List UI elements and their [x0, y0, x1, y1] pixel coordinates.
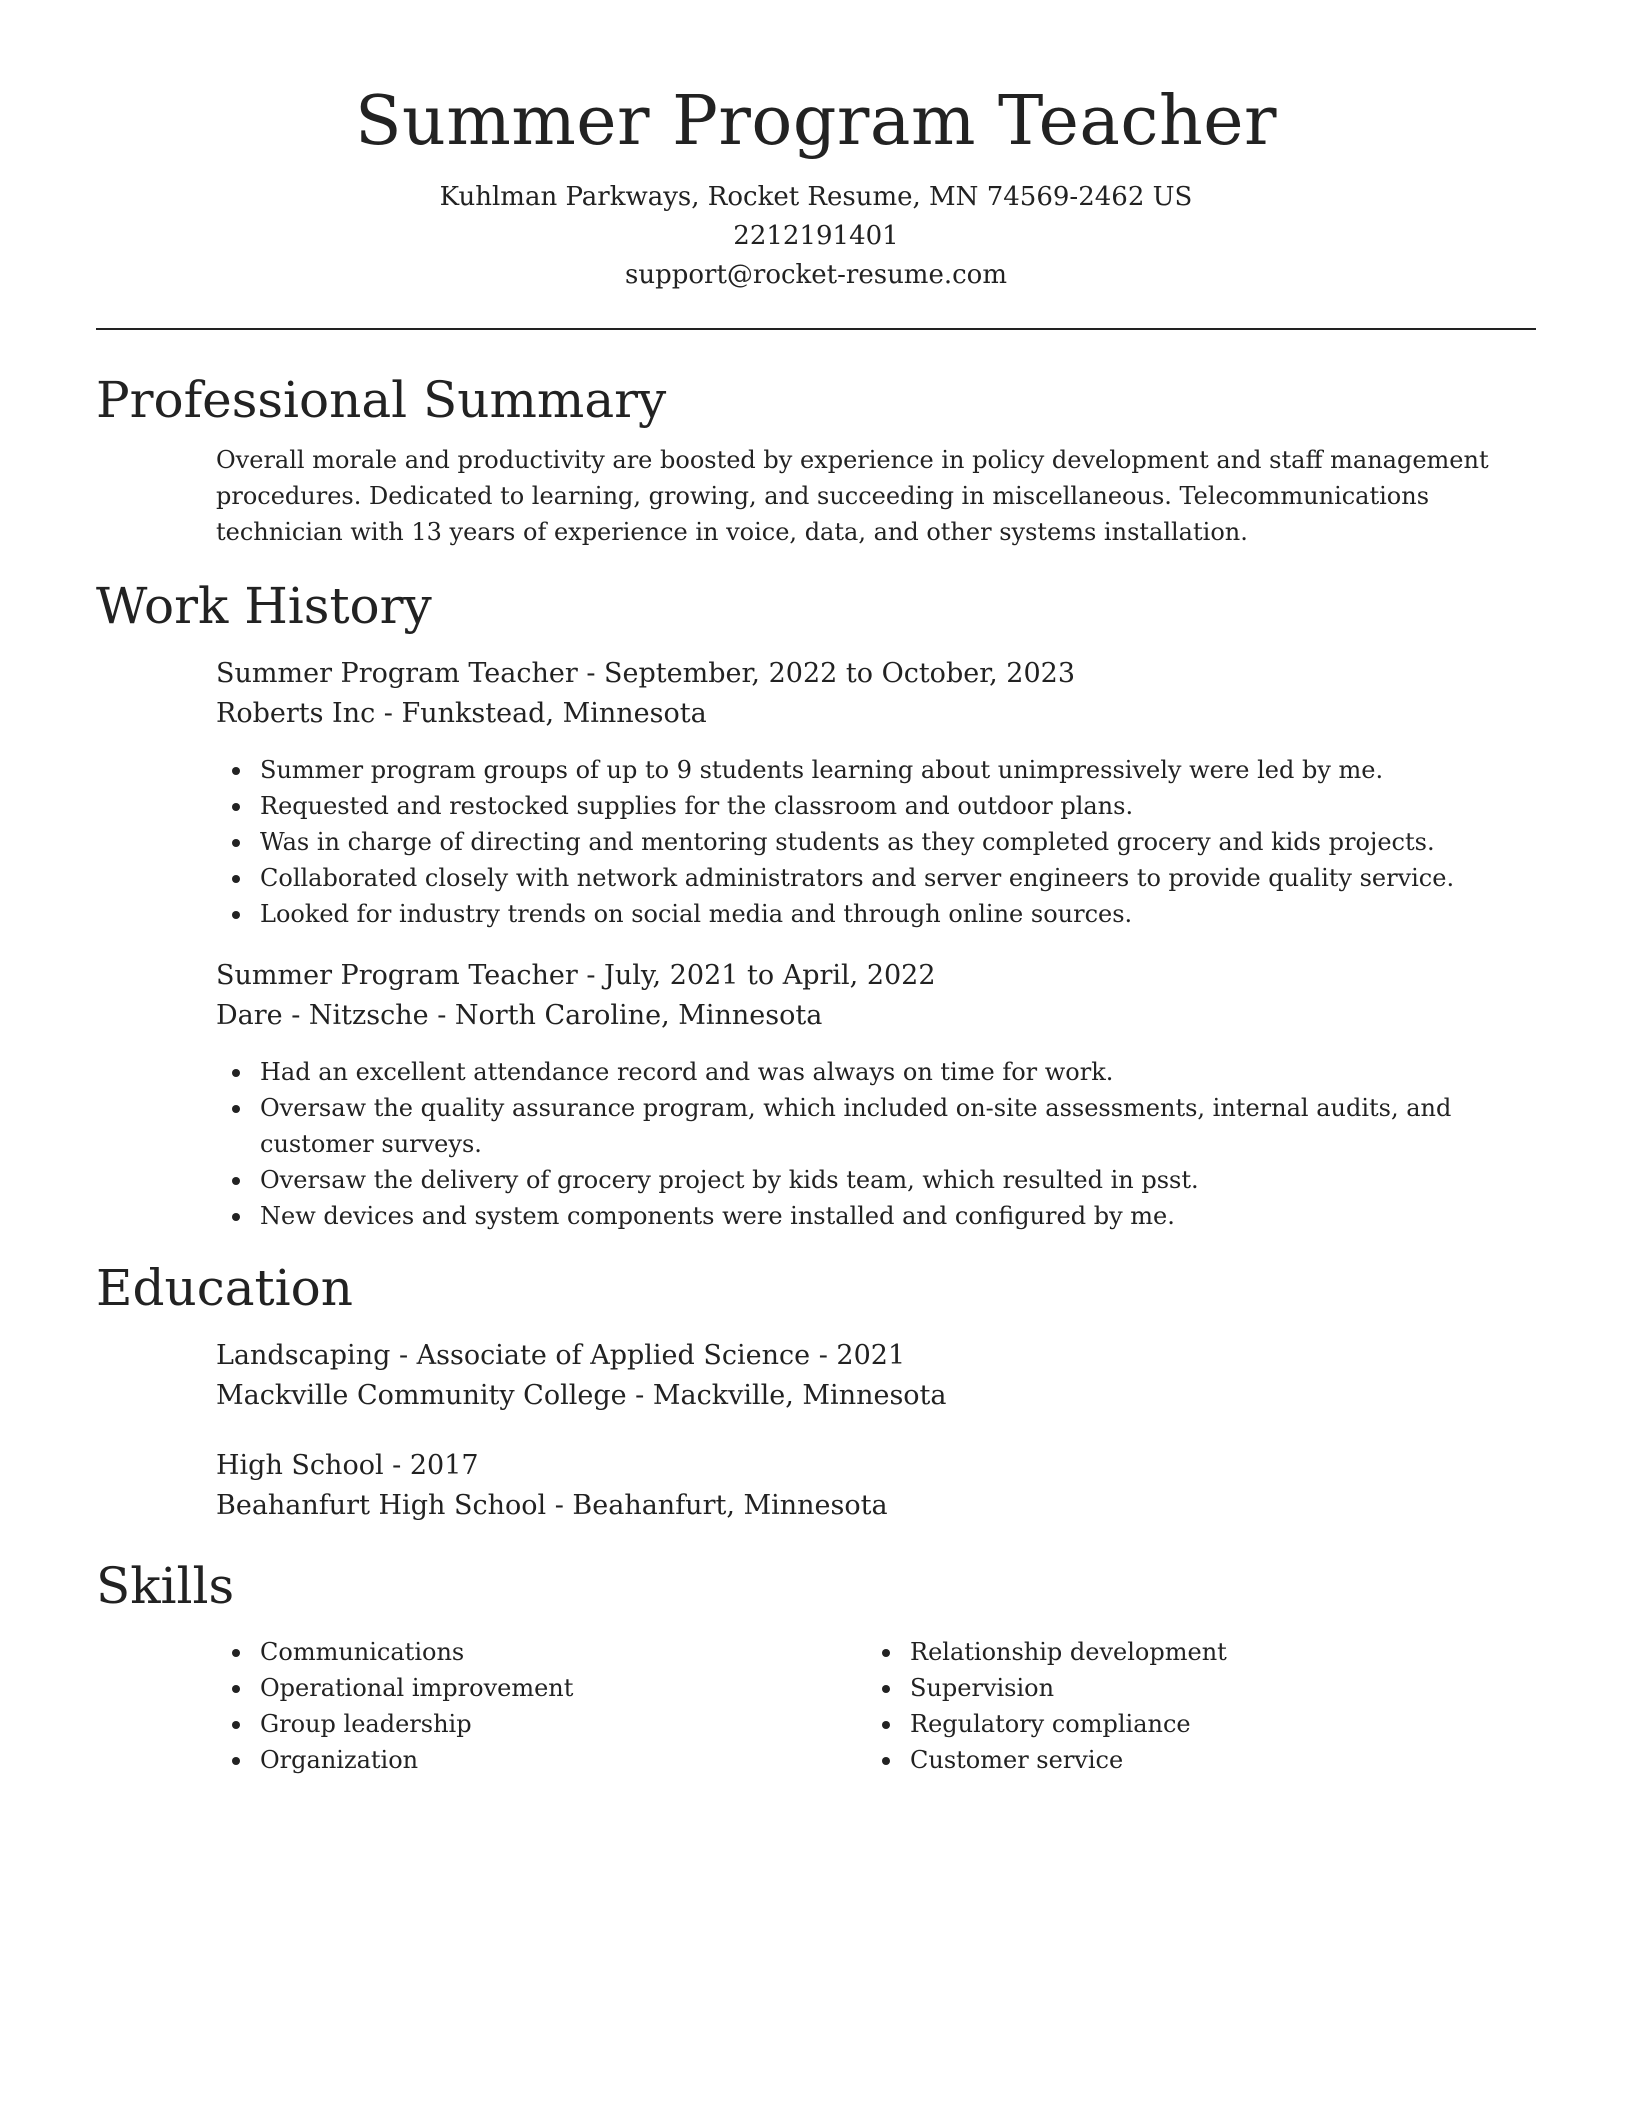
skills-section: [96, 1556, 1536, 1778]
job-title-line: [216, 654, 1536, 694]
skill-item: Supervision: [866, 1670, 1516, 1706]
contact-block: [96, 178, 1536, 295]
job-company: Roberts Inc: [216, 698, 376, 729]
job-bullets: [216, 1054, 1536, 1234]
education-year: - 2021: [810, 1340, 906, 1371]
job-position: Summer Program Teacher: [216, 658, 578, 689]
education-section: [96, 1258, 1536, 1526]
education-location: - Beahanfurt, Minnesota: [546, 1490, 888, 1521]
job-company-line: [216, 694, 1536, 734]
work-title: Work History: [96, 577, 432, 635]
contact-address: Kuhlman Parkways, Rocket Resume, MN 74569-2462 US: [439, 182, 1193, 212]
job-company-line: [216, 996, 1536, 1036]
skill-item: Regulatory compliance: [866, 1706, 1516, 1742]
contact-email: support@rocket-resume.com: [624, 260, 1007, 290]
education-school: Mackville Community College: [216, 1380, 627, 1411]
job-bullet: New devices and system components were installed and configured by me.: [216, 1198, 1536, 1234]
resume-name: Summer Program Teacher: [354, 82, 1278, 161]
job-bullet: Was in charge of directing and mentoring students as they completed grocery and kids projects.: [216, 824, 1536, 860]
job-bullet: Requested and restocked supplies for the classroom and outdoor plans.: [216, 788, 1536, 824]
job-location: - North Caroline, Minnesota: [428, 1000, 823, 1031]
education-location: - Mackville, Minnesota: [626, 1380, 947, 1411]
education-degree: Landscaping - Associate of Applied Science: [216, 1340, 811, 1371]
skill-item: Group leadership: [216, 1706, 866, 1742]
header-divider: [96, 328, 1536, 330]
job-entry: [216, 956, 1536, 1234]
education-degree-line: [216, 1446, 1536, 1486]
skill-item: Operational improvement: [216, 1670, 866, 1706]
skills-column-left: [216, 1634, 866, 1778]
job-location: - Funkstead, Minnesota: [375, 698, 707, 729]
job-bullet: Oversaw the quality assurance program, which included on-site assessments, internal audits, and customer surveys.: [216, 1090, 1536, 1162]
contact-phone: 2212191401: [733, 221, 899, 251]
job-dates: - July, 2021 to April, 2022: [577, 960, 936, 991]
summary-text: Overall morale and productivity are boosted by experience in policy development and staff management procedures. Dedicated to learning, growing, and succeeding in miscellaneous. Telecommunications technician with 13 years of experience in voice, data, and other systems installation.: [216, 446, 1489, 546]
work-section: [96, 576, 1536, 1234]
resume-page: [96, 80, 1536, 1778]
education-entry: [216, 1336, 1536, 1416]
education-year: - 2017: [383, 1450, 479, 1481]
job-entry: [216, 654, 1536, 932]
job-bullet: Collaborated closely with network administrators and server engineers to provide quality service.: [216, 860, 1536, 896]
job-bullet: Looked for industry trends on social media and through online sources.: [216, 896, 1536, 932]
skills-title: Skills: [96, 1557, 235, 1615]
education-school: Beahanfurt High School: [216, 1490, 547, 1521]
education-degree: High School: [216, 1450, 384, 1481]
job-bullets: [216, 752, 1536, 932]
education-title: Education: [96, 1259, 353, 1317]
summary-title: Professional Summary: [96, 371, 667, 429]
education-entry: [216, 1446, 1536, 1526]
education-school-line: [216, 1376, 1536, 1416]
job-bullet: Had an excellent attendance record and was always on time for work.: [216, 1054, 1536, 1090]
skill-item: Organization: [216, 1742, 866, 1778]
skills-grid: [216, 1634, 1536, 1778]
skills-column-right: [866, 1634, 1516, 1778]
job-dates: - September, 2022 to October, 2023: [577, 658, 1076, 689]
job-position: Summer Program Teacher: [216, 960, 578, 991]
skill-item: Customer service: [866, 1742, 1516, 1778]
education-degree-line: [216, 1336, 1536, 1376]
job-company: Dare - Nitzsche: [216, 1000, 429, 1031]
skill-item: Relationship development: [866, 1634, 1516, 1670]
education-school-line: [216, 1486, 1536, 1526]
skill-item: Communications: [216, 1634, 866, 1670]
job-bullet: Oversaw the delivery of grocery project by kids team, which resulted in psst.: [216, 1162, 1536, 1198]
summary-section: [96, 370, 1536, 550]
job-bullet: Summer program groups of up to 9 students learning about unimpressively were led by me.: [216, 752, 1536, 788]
job-title-line: [216, 956, 1536, 996]
